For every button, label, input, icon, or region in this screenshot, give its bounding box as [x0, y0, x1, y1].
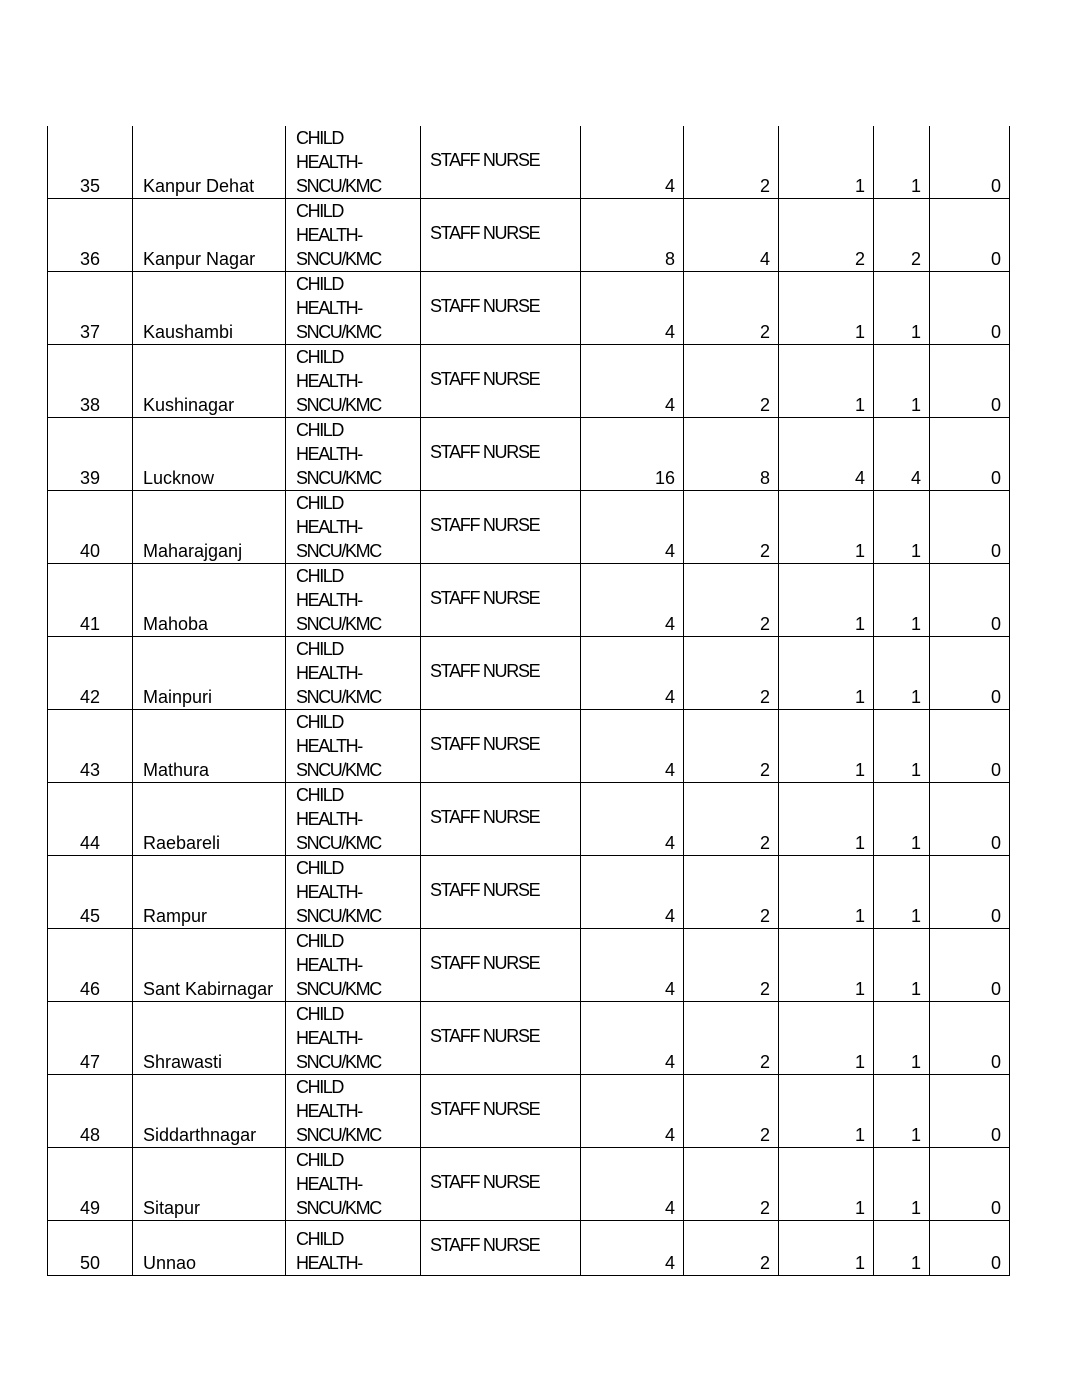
program-line: HEALTH- — [296, 736, 362, 756]
program-line: HEALTH- — [296, 809, 362, 829]
program-cell — [286, 1075, 421, 1148]
program-cell — [286, 199, 421, 272]
value-cell-1: 4 — [581, 1075, 684, 1148]
value-cell-3: 1 — [779, 929, 874, 1002]
program-line: CHILD — [296, 566, 344, 586]
program-line: SNCU/KMC — [296, 979, 381, 999]
value-cell-3: 1 — [779, 856, 874, 929]
program-line: HEALTH- — [296, 225, 362, 245]
program-line: CHILD — [296, 347, 344, 367]
program-line: SNCU/KMC — [296, 687, 381, 707]
value-cell-5: 0 — [930, 345, 1010, 418]
value-cell-3: 1 — [779, 710, 874, 783]
staffing-table — [47, 126, 1010, 1276]
value-cell-5: 0 — [930, 126, 1010, 199]
program-line: CHILD — [296, 274, 344, 294]
post-label: STAFF NURSE — [430, 661, 540, 681]
value-cell-5: 0 — [930, 1148, 1010, 1221]
program-cell — [286, 929, 421, 1002]
value-cell-5: 0 — [930, 1075, 1010, 1148]
post-cell — [421, 272, 581, 345]
post-label: STAFF NURSE — [430, 953, 540, 973]
post-cell — [421, 637, 581, 710]
value-cell-1: 4 — [581, 345, 684, 418]
table-row — [48, 126, 1010, 199]
value-cell-1: 4 — [581, 272, 684, 345]
program-cell — [286, 783, 421, 856]
district-cell: Mathura — [133, 710, 286, 783]
serial-number-cell: 35 — [48, 126, 133, 199]
program-cell — [286, 345, 421, 418]
post-label: STAFF NURSE — [430, 369, 540, 389]
program-line: SNCU/KMC — [296, 468, 381, 488]
value-cell-3: 1 — [779, 783, 874, 856]
value-cell-3: 1 — [779, 564, 874, 637]
table-row — [48, 564, 1010, 637]
post-cell — [421, 564, 581, 637]
value-cell-2: 8 — [684, 418, 779, 491]
district-cell: Siddarthnagar — [133, 1075, 286, 1148]
value-cell-5: 0 — [930, 199, 1010, 272]
program-line: SNCU/KMC — [296, 395, 381, 415]
program-line: CHILD — [296, 128, 344, 148]
district-cell: Kanpur Dehat — [133, 126, 286, 199]
value-cell-2: 2 — [684, 637, 779, 710]
program-line: HEALTH- — [296, 1174, 362, 1194]
program-line: HEALTH- — [296, 1028, 362, 1048]
program-line: HEALTH- — [296, 371, 362, 391]
program-line: HEALTH- — [296, 1101, 362, 1121]
post-cell — [421, 1221, 581, 1276]
program-cell — [286, 856, 421, 929]
program-line: SNCU/KMC — [296, 614, 381, 634]
value-cell-5: 0 — [930, 418, 1010, 491]
value-cell-1: 4 — [581, 491, 684, 564]
district-cell: Rampur — [133, 856, 286, 929]
program-cell — [286, 272, 421, 345]
program-line: HEALTH- — [296, 1253, 362, 1273]
post-cell — [421, 710, 581, 783]
table-row — [48, 783, 1010, 856]
serial-number-cell: 42 — [48, 637, 133, 710]
value-cell-1: 4 — [581, 1148, 684, 1221]
value-cell-2: 2 — [684, 1221, 779, 1276]
value-cell-2: 2 — [684, 929, 779, 1002]
value-cell-1: 4 — [581, 1002, 684, 1075]
value-cell-4: 1 — [874, 491, 930, 564]
program-line: HEALTH- — [296, 590, 362, 610]
value-cell-5: 0 — [930, 783, 1010, 856]
district-cell: Unnao — [133, 1221, 286, 1276]
program-line: CHILD — [296, 712, 344, 732]
program-line: CHILD — [296, 1077, 344, 1097]
value-cell-4: 1 — [874, 126, 930, 199]
program-line: CHILD — [296, 639, 344, 659]
post-label: STAFF NURSE — [430, 734, 540, 754]
value-cell-4: 1 — [874, 1221, 930, 1276]
value-cell-5: 0 — [930, 491, 1010, 564]
value-cell-3: 1 — [779, 637, 874, 710]
post-cell — [421, 929, 581, 1002]
program-line: HEALTH- — [296, 152, 362, 172]
program-line: HEALTH- — [296, 882, 362, 902]
program-line: CHILD — [296, 858, 344, 878]
value-cell-5: 0 — [930, 1221, 1010, 1276]
program-line: SNCU/KMC — [296, 541, 381, 561]
serial-number-cell: 46 — [48, 929, 133, 1002]
serial-number-cell: 47 — [48, 1002, 133, 1075]
value-cell-4: 1 — [874, 345, 930, 418]
program-cell — [286, 126, 421, 199]
value-cell-4: 4 — [874, 418, 930, 491]
serial-number-cell: 50 — [48, 1221, 133, 1276]
serial-number-cell: 37 — [48, 272, 133, 345]
post-label: STAFF NURSE — [430, 880, 540, 900]
value-cell-4: 1 — [874, 1075, 930, 1148]
program-line: CHILD — [296, 1150, 344, 1170]
program-line: HEALTH- — [296, 444, 362, 464]
value-cell-2: 2 — [684, 710, 779, 783]
program-line: SNCU/KMC — [296, 1125, 381, 1145]
value-cell-4: 1 — [874, 1148, 930, 1221]
program-line: CHILD — [296, 1229, 344, 1249]
value-cell-3: 1 — [779, 1075, 874, 1148]
district-cell: Mainpuri — [133, 637, 286, 710]
value-cell-5: 0 — [930, 272, 1010, 345]
program-line: SNCU/KMC — [296, 322, 381, 342]
program-line: SNCU/KMC — [296, 1198, 381, 1218]
value-cell-2: 2 — [684, 345, 779, 418]
district-cell: Lucknow — [133, 418, 286, 491]
program-cell — [286, 637, 421, 710]
table-row — [48, 272, 1010, 345]
value-cell-3: 1 — [779, 272, 874, 345]
serial-number-cell: 39 — [48, 418, 133, 491]
value-cell-4: 2 — [874, 199, 930, 272]
post-cell — [421, 126, 581, 199]
program-line: SNCU/KMC — [296, 249, 381, 269]
serial-number-cell: 41 — [48, 564, 133, 637]
value-cell-1: 4 — [581, 856, 684, 929]
value-cell-2: 2 — [684, 856, 779, 929]
value-cell-1: 4 — [581, 1221, 684, 1276]
value-cell-2: 2 — [684, 1148, 779, 1221]
value-cell-2: 2 — [684, 272, 779, 345]
table-row — [48, 1148, 1010, 1221]
post-label: STAFF NURSE — [430, 150, 540, 170]
post-cell — [421, 418, 581, 491]
value-cell-1: 8 — [581, 199, 684, 272]
program-cell — [286, 491, 421, 564]
program-cell — [286, 710, 421, 783]
district-cell: Maharajganj — [133, 491, 286, 564]
value-cell-2: 2 — [684, 564, 779, 637]
value-cell-2: 4 — [684, 199, 779, 272]
post-cell — [421, 1148, 581, 1221]
post-label: STAFF NURSE — [430, 296, 540, 316]
program-line: CHILD — [296, 785, 344, 805]
serial-number-cell: 36 — [48, 199, 133, 272]
value-cell-1: 4 — [581, 783, 684, 856]
program-line: SNCU/KMC — [296, 176, 381, 196]
value-cell-3: 1 — [779, 345, 874, 418]
post-cell — [421, 345, 581, 418]
program-line: HEALTH- — [296, 955, 362, 975]
value-cell-1: 4 — [581, 929, 684, 1002]
post-label: STAFF NURSE — [430, 1026, 540, 1046]
post-cell — [421, 783, 581, 856]
program-cell — [286, 1002, 421, 1075]
value-cell-3: 1 — [779, 126, 874, 199]
table-row — [48, 418, 1010, 491]
value-cell-2: 2 — [684, 1002, 779, 1075]
value-cell-2: 2 — [684, 1075, 779, 1148]
value-cell-4: 1 — [874, 929, 930, 1002]
post-label: STAFF NURSE — [430, 442, 540, 462]
program-cell — [286, 1221, 421, 1276]
post-label: STAFF NURSE — [430, 588, 540, 608]
value-cell-4: 1 — [874, 1002, 930, 1075]
program-line: SNCU/KMC — [296, 833, 381, 853]
district-cell: Kanpur Nagar — [133, 199, 286, 272]
post-label: STAFF NURSE — [430, 223, 540, 243]
district-cell: Kushinagar — [133, 345, 286, 418]
value-cell-5: 0 — [930, 929, 1010, 1002]
table-row — [48, 345, 1010, 418]
value-cell-4: 1 — [874, 710, 930, 783]
table-row — [48, 1221, 1010, 1276]
post-label: STAFF NURSE — [430, 515, 540, 535]
serial-number-cell: 44 — [48, 783, 133, 856]
post-cell — [421, 1002, 581, 1075]
program-line: SNCU/KMC — [296, 760, 381, 780]
program-line: CHILD — [296, 1004, 344, 1024]
value-cell-3: 4 — [779, 418, 874, 491]
program-line: SNCU/KMC — [296, 906, 381, 926]
value-cell-4: 1 — [874, 272, 930, 345]
district-cell: Shrawasti — [133, 1002, 286, 1075]
table-row — [48, 710, 1010, 783]
serial-number-cell: 40 — [48, 491, 133, 564]
value-cell-2: 2 — [684, 126, 779, 199]
serial-number-cell: 38 — [48, 345, 133, 418]
district-cell: Sant Kabirnagar — [133, 929, 286, 1002]
program-cell — [286, 1148, 421, 1221]
district-cell: Raebareli — [133, 783, 286, 856]
district-cell: Kaushambi — [133, 272, 286, 345]
post-cell — [421, 491, 581, 564]
program-line: SNCU/KMC — [296, 1052, 381, 1072]
value-cell-5: 0 — [930, 564, 1010, 637]
district-cell: Mahoba — [133, 564, 286, 637]
program-line: CHILD — [296, 420, 344, 440]
program-line: CHILD — [296, 931, 344, 951]
value-cell-1: 4 — [581, 710, 684, 783]
table-row — [48, 929, 1010, 1002]
table-row — [48, 1075, 1010, 1148]
value-cell-4: 1 — [874, 564, 930, 637]
post-cell — [421, 856, 581, 929]
value-cell-3: 2 — [779, 199, 874, 272]
value-cell-4: 1 — [874, 783, 930, 856]
program-cell — [286, 418, 421, 491]
serial-number-cell: 49 — [48, 1148, 133, 1221]
table-row — [48, 491, 1010, 564]
value-cell-1: 4 — [581, 637, 684, 710]
table-row — [48, 1002, 1010, 1075]
value-cell-5: 0 — [930, 710, 1010, 783]
value-cell-3: 1 — [779, 491, 874, 564]
value-cell-5: 0 — [930, 1002, 1010, 1075]
value-cell-2: 2 — [684, 491, 779, 564]
post-label: STAFF NURSE — [430, 1172, 540, 1192]
program-line: HEALTH- — [296, 517, 362, 537]
program-line: CHILD — [296, 201, 344, 221]
serial-number-cell: 43 — [48, 710, 133, 783]
table-row — [48, 637, 1010, 710]
program-line: HEALTH- — [296, 663, 362, 683]
value-cell-3: 1 — [779, 1002, 874, 1075]
serial-number-cell: 45 — [48, 856, 133, 929]
table-row — [48, 856, 1010, 929]
value-cell-3: 1 — [779, 1221, 874, 1276]
value-cell-4: 1 — [874, 856, 930, 929]
district-cell: Sitapur — [133, 1148, 286, 1221]
serial-number-cell: 48 — [48, 1075, 133, 1148]
program-line: HEALTH- — [296, 298, 362, 318]
value-cell-4: 1 — [874, 637, 930, 710]
program-cell — [286, 564, 421, 637]
post-cell — [421, 199, 581, 272]
value-cell-5: 0 — [930, 637, 1010, 710]
post-cell — [421, 1075, 581, 1148]
value-cell-1: 16 — [581, 418, 684, 491]
post-label: STAFF NURSE — [430, 807, 540, 827]
value-cell-3: 1 — [779, 1148, 874, 1221]
table-row — [48, 199, 1010, 272]
post-label: STAFF NURSE — [430, 1099, 540, 1119]
value-cell-1: 4 — [581, 564, 684, 637]
post-label: STAFF NURSE — [430, 1235, 540, 1255]
program-line: CHILD — [296, 493, 344, 513]
value-cell-2: 2 — [684, 783, 779, 856]
value-cell-1: 4 — [581, 126, 684, 199]
value-cell-5: 0 — [930, 856, 1010, 929]
